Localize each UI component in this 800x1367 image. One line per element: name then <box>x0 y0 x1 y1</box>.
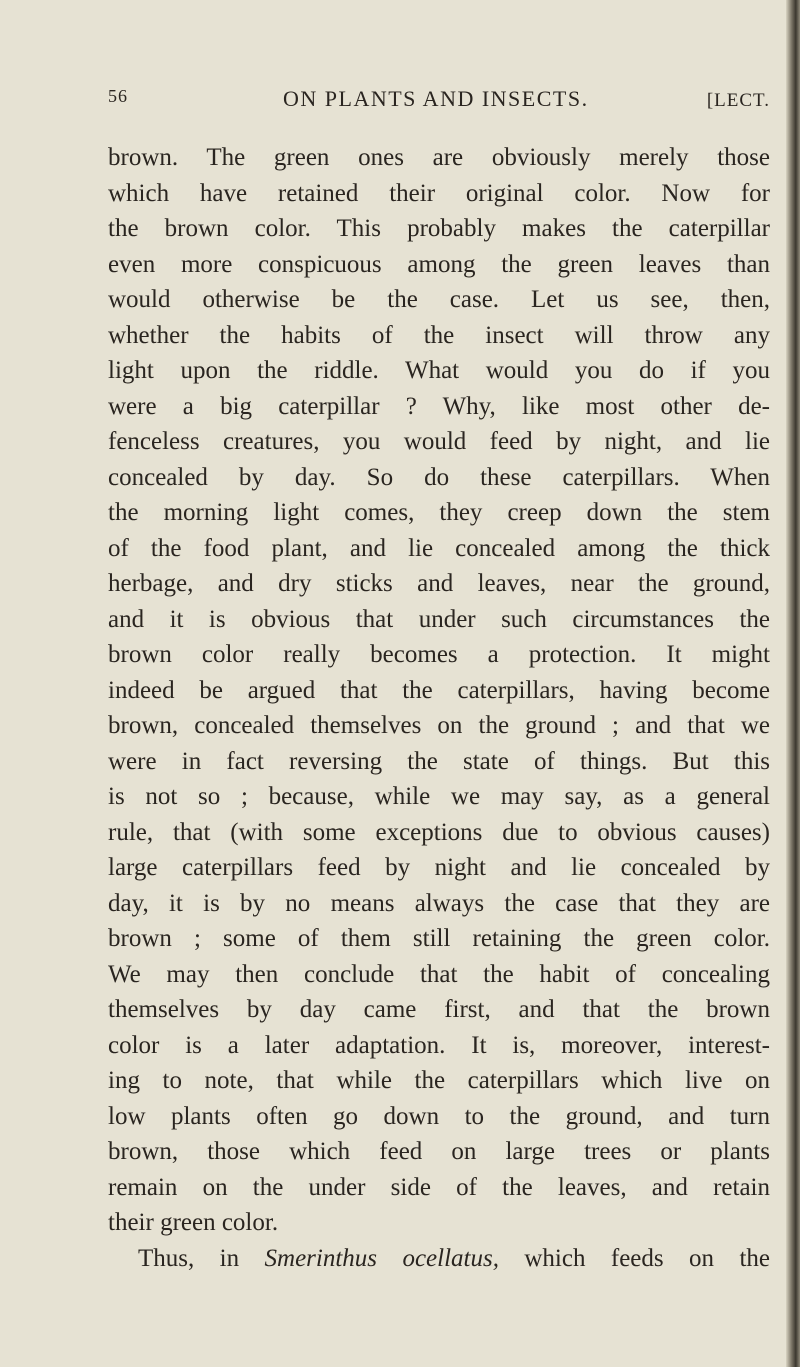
text-line: herbage, and dry sticks and leaves, near the ground, <box>108 570 770 597</box>
text-line: is not so ; because, while we may say, as a general <box>108 783 770 810</box>
text-line: which have retained their original color. Now for <box>108 179 770 207</box>
text-line: rule, that (with some exceptions due to obvious causes) <box>108 818 770 846</box>
line-text: Thus, in <box>138 1244 265 1272</box>
section-mark: [LECT. <box>706 90 770 111</box>
text-line: ing to note, that while the caterpillars which live on <box>108 1067 770 1094</box>
paragraph-end-line: their green color. <box>108 1209 279 1236</box>
text-line: brown ; some of them still retaining the green color. <box>108 925 770 952</box>
page-header <box>108 86 770 116</box>
text-line: the brown color. This probably makes the caterpillar <box>108 215 770 242</box>
text-line: remain on the under side of the leaves, and retain <box>108 1173 770 1201</box>
text-line: of the food plant, and lie concealed among the thick <box>108 534 770 562</box>
text-line: themselves by day came first, and that the brown <box>108 996 770 1023</box>
page-edge <box>786 0 800 1367</box>
text-line: brown color really becomes a protection. It might <box>108 641 770 668</box>
text-line: concealed by day. So do these caterpillars. When <box>108 463 770 491</box>
text-line: brown, those which feed on large trees or plants <box>108 1138 770 1165</box>
text-line: We may then conclude that the habit of concealing <box>108 960 770 988</box>
text-line: the morning light comes, they creep down the stem <box>108 499 770 526</box>
text-line: even more conspicuous among the green leaves than <box>108 250 770 278</box>
text-line: were in fact reversing the state of things. But this <box>108 747 770 775</box>
text-line: would otherwise be the case. Let us see, then, <box>108 286 770 313</box>
text-line: day, it is by no means always the case that they are <box>108 889 770 917</box>
text-line: and it is obvious that under such circumstances the <box>108 605 770 633</box>
paragraph-start-line <box>108 1241 770 1277</box>
body-text <box>108 140 770 1276</box>
text-line: whether the habits of the insect will throw any <box>108 321 770 349</box>
text-line: indeed be argued that the caterpillars, having become <box>108 676 770 704</box>
text-line: color is a later adaptation. It is, moreover, interest- <box>108 1031 770 1059</box>
line-text: which feeds on the <box>498 1244 770 1272</box>
text-line: light upon the riddle. What would you do if you <box>108 357 770 384</box>
text-line: fenceless creatures, you would feed by night, and lie <box>108 428 770 455</box>
text-line: low plants often go down to the ground, and turn <box>108 1102 770 1130</box>
text-line: brown, concealed themselves on the ground ; and that we <box>108 712 770 739</box>
page-number: 56 <box>108 86 128 106</box>
running-title: ON PLANTS AND INSECTS. <box>283 86 589 111</box>
text-line: large caterpillars feed by night and lie concealed by <box>108 854 770 881</box>
text-line: were a big caterpillar ? Why, like most other de- <box>108 392 770 420</box>
text-line: brown. The green ones are obviously merely those <box>108 144 770 171</box>
species-name: Smerinthus ocellatus, <box>264 1244 499 1272</box>
